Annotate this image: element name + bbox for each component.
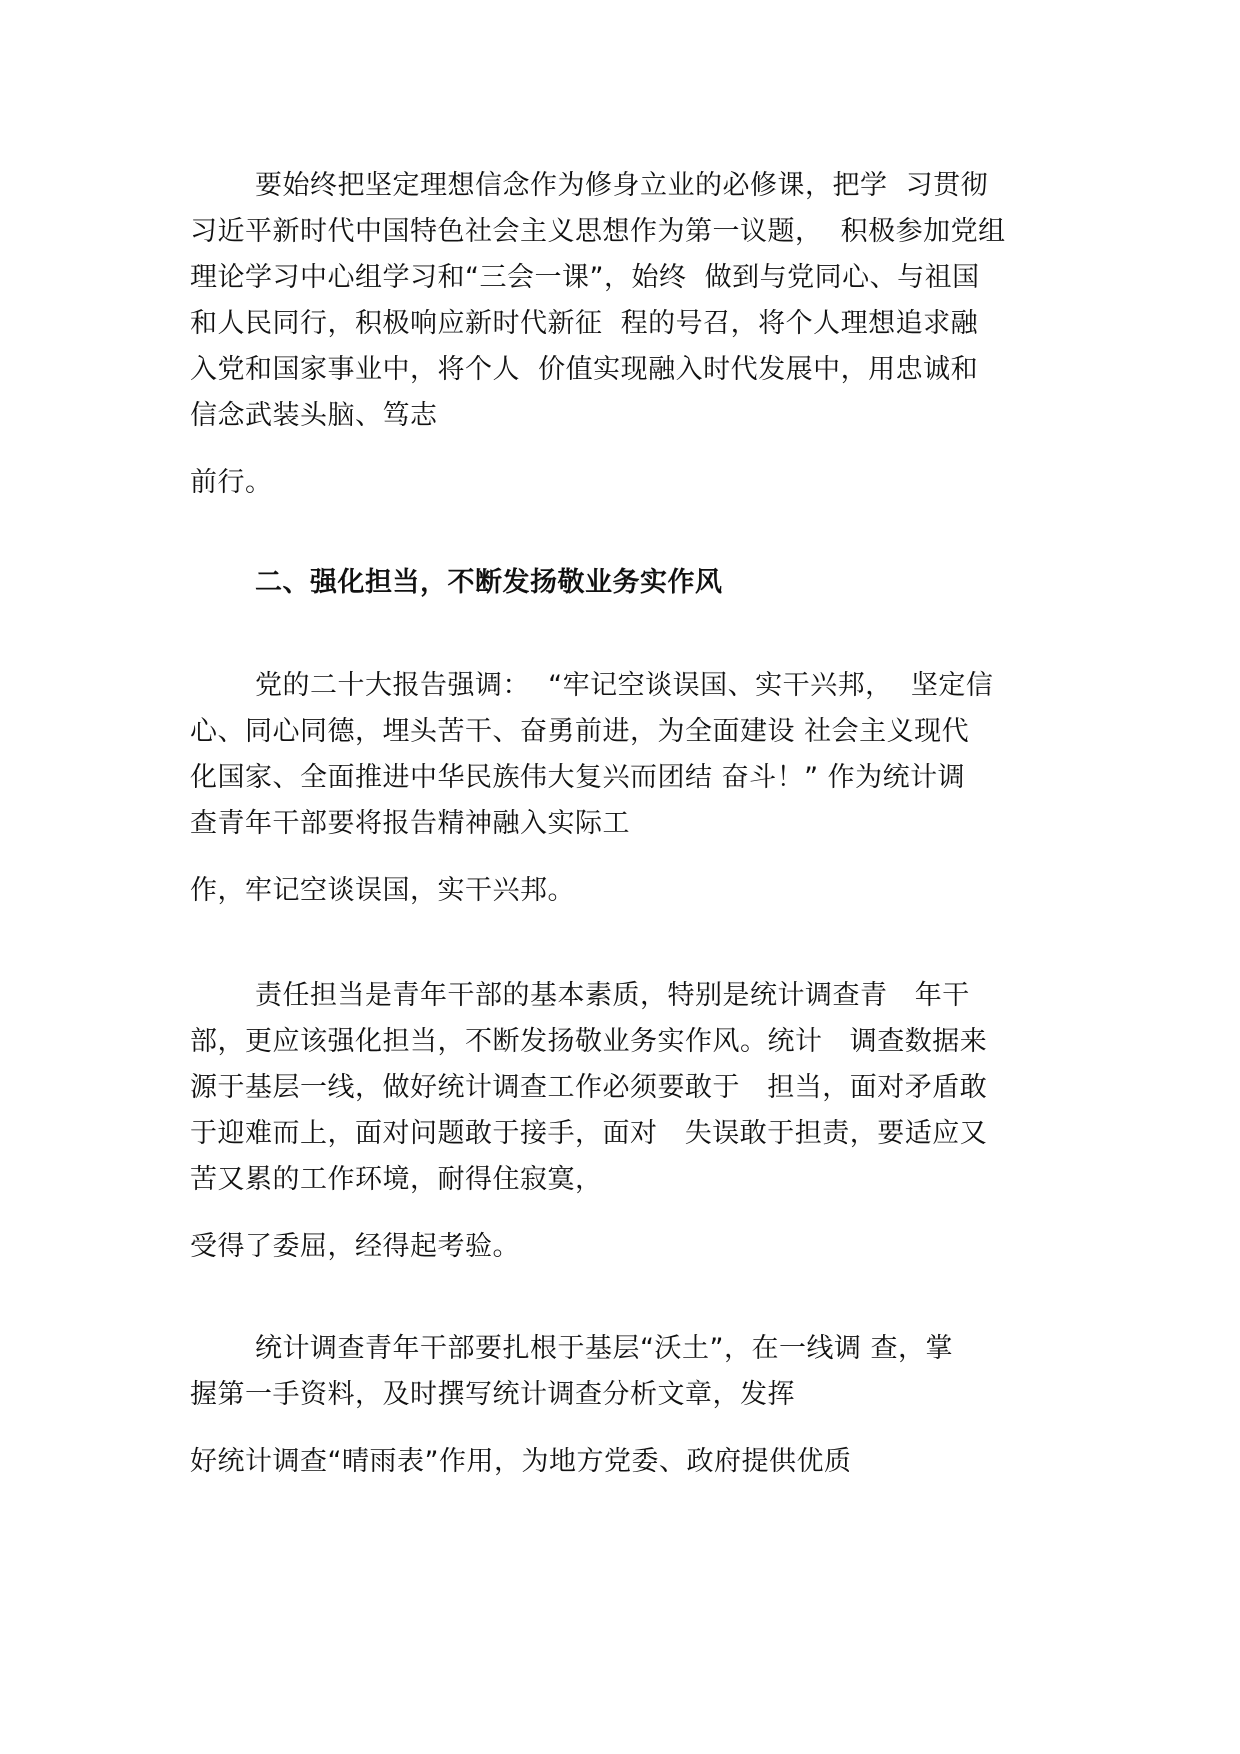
paragraph-1-line-2: 习近平新时代中国特色社会主义思想作为第一议题， 积极参加党组	[190, 216, 1006, 247]
paragraph-1-line-4: 和人民同行，积极响应新时代新征 程的号召，将个人理想追求融	[190, 308, 979, 339]
paragraph-2-tail: 作，牢记空谈误国，实干兴邦。	[190, 875, 575, 906]
paragraph-4-tail: 好统计调查“晴雨表”作用，为地方党委、政府提供优质	[190, 1446, 852, 1477]
paragraph-3-line-2: 部，更应该强化担当，不断发扬敬业务实作风。统计 调查数据来	[190, 1026, 988, 1057]
section-2-heading: 二、强化担当，不断发扬敬业务实作风	[255, 567, 723, 598]
paragraph-3-line-3: 源于基层一线，做好统计调查工作必须要敢于 担当，面对矛盾敢	[190, 1072, 988, 1103]
paragraph-1-line-6: 信念武装头脑、笃志	[190, 400, 438, 431]
paragraph-1-line-5: 入党和国家事业中，将个人 价值实现融入时代发展中，用忠诚和	[190, 354, 979, 385]
paragraph-2-line-2: 心、同心同德，埋头苦干、奋勇前进，为全面建设 社会主义现代	[190, 716, 970, 747]
paragraph-3-line-4: 于迎难而上，面对问题敢于接手，面对 失误敢于担责，要适应又	[190, 1118, 988, 1149]
paragraph-2-line-4: 查青年干部要将报告精神融入实际工	[190, 808, 630, 839]
paragraph-1-line-1: 要始终把坚定理想信念作为修身立业的必修课，把学 习贯彻	[255, 170, 989, 201]
paragraph-1-line-3: 理论学习中心组学习和“三会一课”，始终 做到与党同心、与祖国	[190, 262, 980, 293]
paragraph-4-line-1: 统计调查青年干部要扎根于基层“沃土”，在一线调 查，掌	[255, 1333, 954, 1364]
paragraph-1-tail: 前行。	[190, 467, 273, 498]
paragraph-2-line-3: 化国家、全面推进中华民族伟大复兴而团结 奋斗！” 作为统计调	[190, 762, 966, 793]
paragraph-3-line-1: 责任担当是青年干部的基本素质，特别是统计调查青 年干	[255, 980, 970, 1011]
paragraph-4-line-2: 握第一手资料，及时撰写统计调查分析文章，发挥	[190, 1379, 795, 1410]
paragraph-3-tail: 受得了委屈，经得起考验。	[190, 1231, 520, 1262]
paragraph-2-line-1: 党的二十大报告强调： “牢记空谈误国、实干兴邦， 坚定信	[255, 670, 994, 701]
paragraph-3-line-5: 苦又累的工作环境，耐得住寂寞，	[190, 1164, 603, 1195]
